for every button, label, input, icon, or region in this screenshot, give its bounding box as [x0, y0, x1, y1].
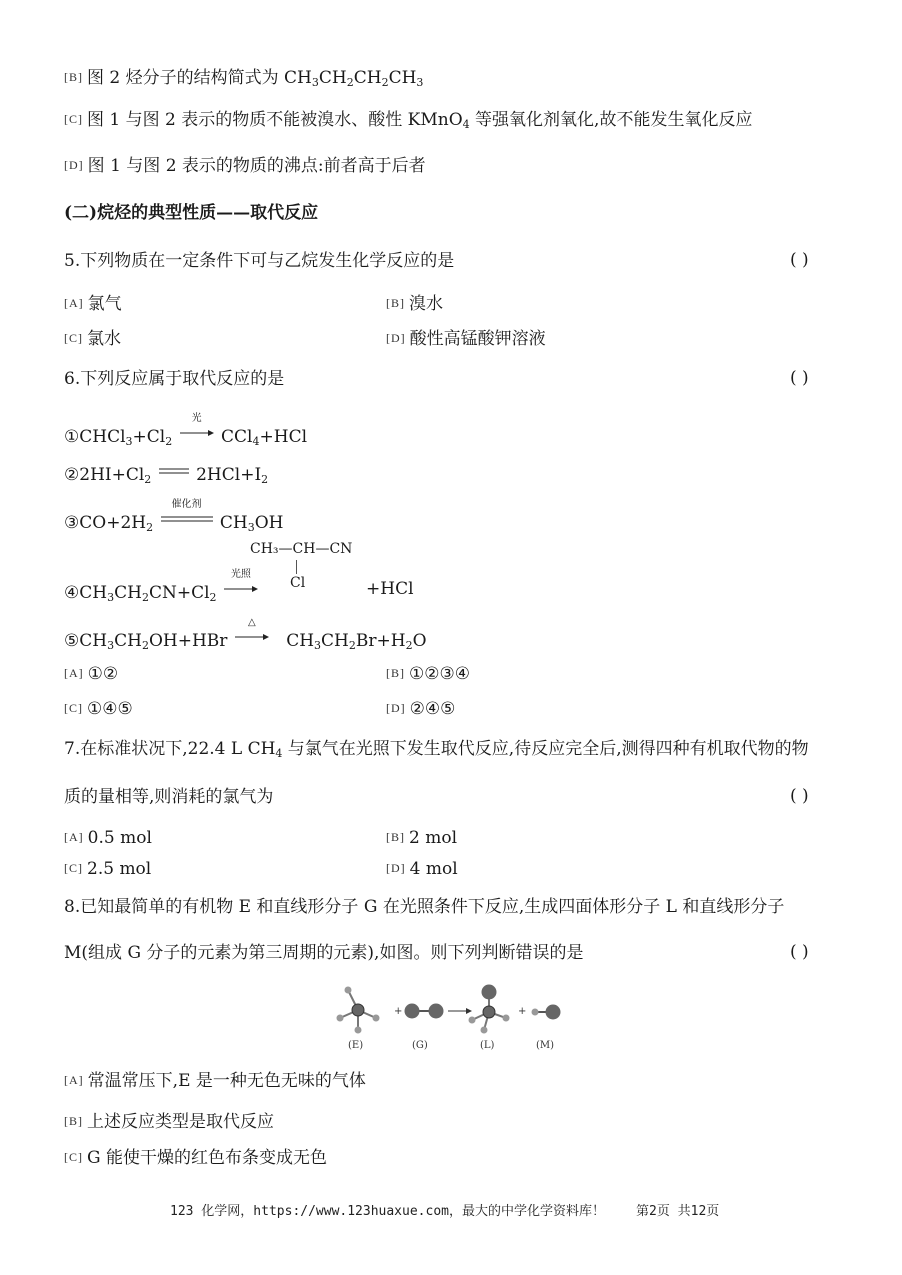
option-4d: [D] 图 1 与图 2 表示的物质的沸点:前者高于后者 [64, 156, 426, 176]
equals-icon [159, 466, 189, 476]
label-e: (E) [348, 1040, 364, 1051]
option-7d: [D] 4 mol [386, 859, 458, 879]
option-7b: [B] 2 mol [386, 828, 458, 848]
option-6b: [B] ①②③④ [386, 664, 470, 684]
label-g: (G) [412, 1040, 428, 1051]
answer-paren-8: ( ) [790, 942, 809, 962]
equals-sign: 催化剂 [161, 508, 213, 518]
page-number: 第2页 共12页 [636, 1204, 720, 1219]
option-7c: [C] 2.5 mol [64, 859, 152, 879]
option-8b: [B] 上述反应类型是取代反应 [64, 1112, 274, 1132]
question-8-stem-2: M(组成 G 分子的元素为第三周期的元素),如图。则下列判断错误的是 [64, 943, 584, 963]
plus-sign: + [518, 1006, 527, 1017]
question-7-stem: 7.在标准状况下,22.4 L $CH_4$ 与氯气在光照下发生取代反应,待反应完全后,测得四种有机取代物的物 [64, 739, 809, 760]
option-8c: [C] G 能使干燥的红色布条变成无色 [64, 1148, 327, 1168]
methane-molecule [337, 987, 380, 1034]
question-6-stem: 6.下列反应属于取代反应的是 [64, 369, 285, 389]
label-l: (L) [480, 1040, 495, 1051]
section-heading: (二)烷烃的典型性质——取代反应 [64, 203, 319, 223]
option-6c: [C] ①④⑤ [64, 699, 133, 719]
answer-paren-7: ( ) [790, 786, 809, 806]
option-5b: [B] 溴水 [386, 294, 443, 314]
question-8-stem: 8.已知最简单的有机物 E 和直线形分子 G 在光照条件下反应,生成四面体形分子 L 和直线形分子 [64, 897, 785, 917]
option-4b: [B] 图 2 烃分子的结构简式为 $CH_3CH_2CH_2CH_3$ [64, 68, 424, 89]
equals-sign [159, 460, 189, 470]
reaction-3: $③CO+2H_2$ 催化剂 $CH_3OH$ [64, 499, 284, 534]
footer-text: 123 化学网，https://www.123huaxue.com，最大的中学化学资料库！ [170, 1204, 605, 1219]
reaction-1: $①CHCl_3+Cl_2$ 光 CCl$_4$+HCl [64, 413, 308, 448]
option-8a: [A] 常温常压下,E 是一种无色无味的气体 [64, 1071, 366, 1091]
option-6d: [D] ②④⑤ [386, 699, 456, 719]
product-structure: CH₃—CH—CN [250, 541, 353, 557]
chlorine-molecule [405, 1004, 444, 1019]
answer-paren-5: ( ) [790, 250, 809, 270]
option-5c: [C] 氯水 [64, 329, 121, 349]
option-4c: [C] 图 1 与图 2 表示的物质不能被溴水、酸性 KMnO$_4$ 等强氧化剂氧化,故不能发生氧化反应 [64, 110, 753, 131]
reaction-4: $④CH_3CH_2CN+Cl_2$ 光照 [64, 578, 260, 604]
reaction-arrow: 光 [180, 422, 214, 432]
option-6a: [A] ①② [64, 664, 119, 684]
arrow-icon [448, 1008, 472, 1014]
question-7-stem-2: 质的量相等,则消耗的氯气为 [64, 787, 274, 807]
bond-line [296, 560, 297, 574]
hydrogen-chloride-molecule [532, 1005, 561, 1020]
chloromethane-molecule [469, 985, 510, 1034]
plus-sign: + [394, 1006, 403, 1017]
option-7a: [A] 0.5 mol [64, 828, 152, 848]
question-5-stem: 5.下列物质在一定条件下可与乙烷发生化学反应的是 [64, 251, 455, 271]
option-5a: [A] 氯气 [64, 294, 122, 314]
option-5d: [D] 酸性高锰酸钾溶液 [386, 329, 546, 349]
reaction-4-product: +HCl [366, 579, 414, 599]
reaction-arrow: 光照 [224, 578, 258, 588]
reaction-5: $⑤CH_3CH_2OH+HBr$ △ $CH_3CH_2Br+H_2O$ [64, 617, 427, 652]
answer-paren-6: ( ) [790, 368, 809, 388]
chlorine-label: Cl [290, 575, 306, 591]
molecule-diagram [330, 980, 570, 1054]
label-m: (M) [536, 1040, 555, 1051]
reaction-2: $②2HI+Cl_2$ $2HCl+I_2$ [64, 460, 268, 486]
reaction-arrow: △ [235, 626, 269, 636]
